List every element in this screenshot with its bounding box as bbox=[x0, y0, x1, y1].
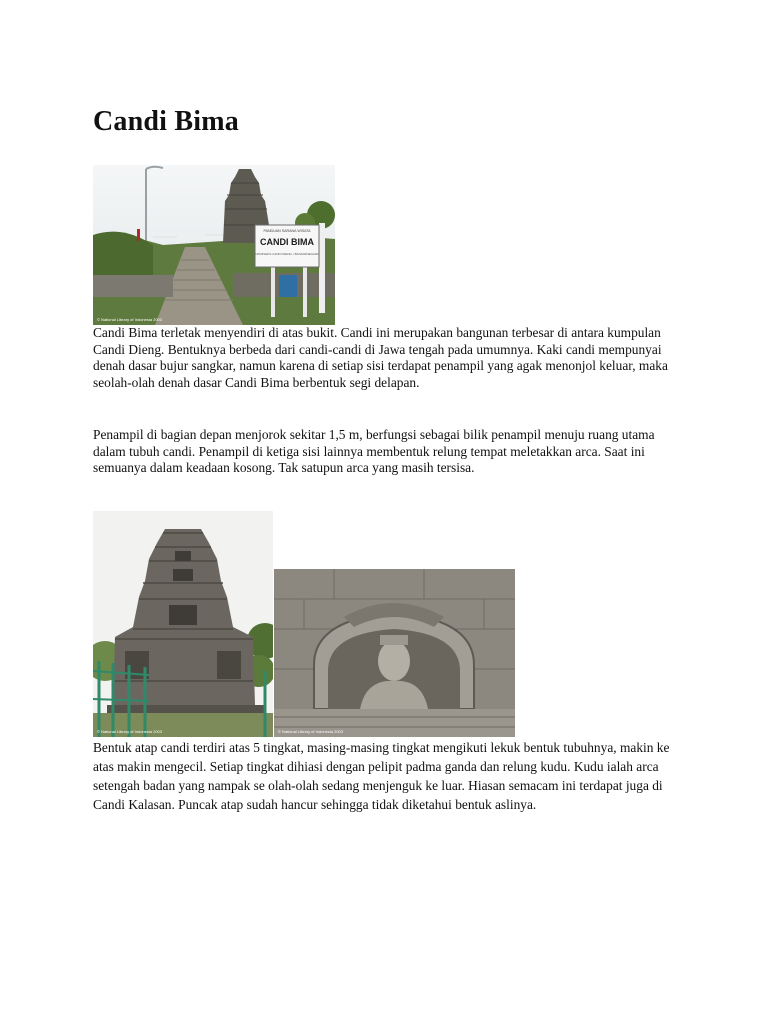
paragraph-3: Bentuk atap candi terdiri atas 5 tingkat, masing-masing tingkat mengikuti lekuk bentuk tubuhnya, makin ke atas makin mengecil. Setiap tingkat dihiasi dengan pelipit padma ganda dan relung kudu. Kudu ialah arca setengah badan yang nampak se olah-olah sedang menjenguk ke luar. Hiasan semacam ini terdapat juga di Candi Kalasan. Puncak atap sudah hancur sehingga tidak diketahui bentuk aslinya. bbox=[93, 740, 670, 812]
sign-title: CANDI BIMA bbox=[260, 237, 314, 247]
sign-small-text: PANDUAN SARANA WISATA bbox=[263, 229, 311, 233]
relief-photo bbox=[274, 569, 515, 737]
site-photo bbox=[93, 165, 335, 325]
relief-photo-watermark: © National Library of Indonesia 2003 bbox=[278, 729, 343, 734]
paragraph-2: Penampil di bagian depan menjorok sekitar 1,5 m, berfungsi sebagai bilik penampil menuju ruang utama dalam tubuh candi. Penampil di ketiga sisi lainnya membentuk relung tempat meletakkan arca. Saat ini semuanya dalam keadaan kosong. Tak satupun arca yang masih tersisa. bbox=[93, 427, 655, 476]
sign-lines: KOMPLEKS CANDI DIENG • BANJARNEGARA bbox=[254, 252, 320, 256]
temple-photo bbox=[93, 511, 273, 737]
page-title: Candi Bima bbox=[93, 106, 239, 137]
temple-photo-watermark: © National Library of Indonesia 2003 bbox=[97, 729, 162, 734]
site-photo-watermark: © National Library of Indonesia 2003 bbox=[97, 317, 162, 322]
paragraph-1: Candi Bima terletak menyendiri di atas bukit. Candi ini merupakan bangunan terbesar di antara kumpulan Candi Dieng. Bentuknya berbeda dari candi-candi di Jawa tengah pada umumnya. Kaki candi mempunyai denah dasar bujur sangkar, namun karena di setiap sisi terdapat penampil yang agak menonjol keluar, maka seolah-olah denah dasar Candi Bima berbentuk segi delapan. bbox=[93, 325, 668, 390]
